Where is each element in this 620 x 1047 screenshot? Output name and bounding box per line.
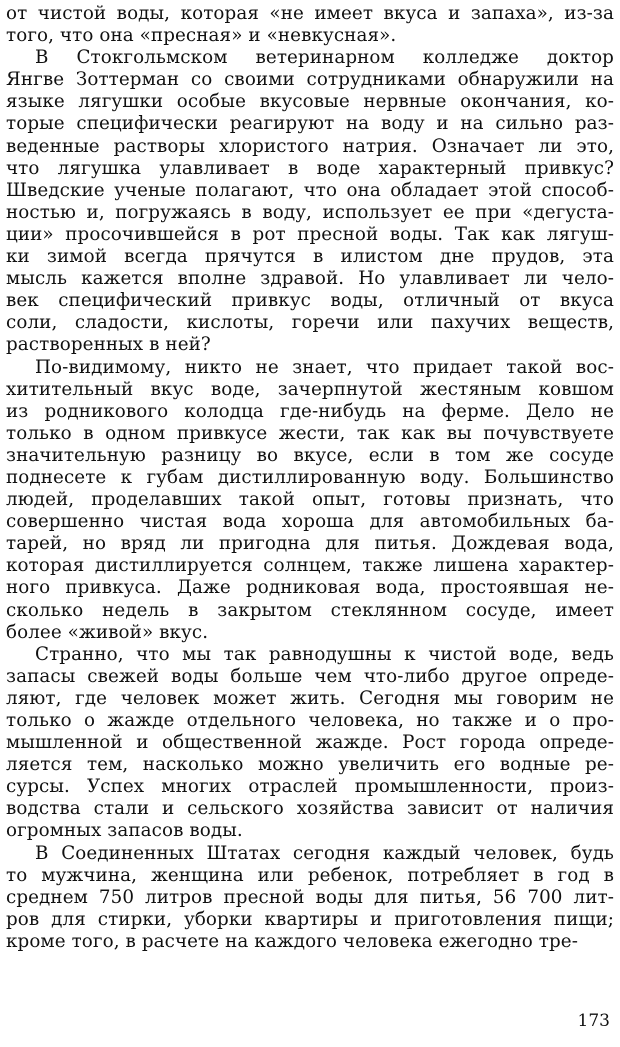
text-line: ностью и, погружаясь в воду, использует ее при «дегуста-: [6, 201, 614, 223]
text-line: совершенно чистая вода хороша для автомобильных ба-: [6, 511, 614, 533]
text-line: мысль кажется вполне здравой. Но улавливает ли чело-: [6, 268, 614, 290]
text-line: среднем 750 литров пресной воды для питья, 56 700 лит-: [6, 886, 614, 908]
text-line: того, что она «пресная» и «невкусная».: [6, 25, 397, 47]
text-line: век специфический привкус воды, отличный от вкуса: [6, 290, 614, 312]
text-line: В Стокгольмском ветеринарном колледже доктор: [35, 47, 614, 69]
paragraph: [6, 47, 614, 356]
paragraph: [6, 357, 614, 644]
text-line: Странно, что мы так равнодушны к чистой воде, ведь: [35, 643, 614, 665]
page-number: 173: [577, 1011, 610, 1031]
text-line: ляют, где человек может жить. Сегодня мы говорим не: [6, 687, 614, 709]
text-line: только в одном привкусе жести, так как вы почувствуете: [6, 422, 614, 444]
body-text: [6, 3, 614, 953]
paragraph: [6, 644, 614, 843]
text-line: ции» просочившейся в рот пресной воды. Так как лягуш-: [6, 223, 614, 245]
text-line: кроме того, в расчете на каждого человека ежегодно тре-: [6, 930, 578, 952]
text-line: запасы свежей воды больше чем что-либо другое опреде-: [6, 665, 614, 687]
text-line: то мужчина, женщина или ребенок, потребляет в год в: [6, 864, 614, 886]
text-line: ляется тем, насколько можно увеличить его водные ре-: [6, 754, 614, 776]
text-line: Янгве Зоттерман со своими сотрудниками обнаружили на: [6, 69, 614, 91]
text-line: более «живой» вкус.: [6, 621, 209, 643]
text-line: соли, сладости, кислоты, горечи или пахучих веществ,: [6, 312, 614, 334]
text-line: Шведские ученые полагают, что она обладает этой способ-: [6, 179, 614, 201]
text-line: сурсы. Успех многих отраслей промышленности, произ-: [6, 776, 614, 798]
text-line: значительную разницу во вкусе, если в том же сосуде: [6, 444, 614, 466]
text-line: веденные растворы хлористого натрия. Означает ли это,: [6, 135, 614, 157]
text-line: ки зимой всегда прячутся в илистом дне прудов, эта: [6, 246, 614, 268]
text-line: торые специфически реагируют на воду и на сильно раз-: [6, 113, 614, 135]
text-line: огромных запасов воды.: [6, 820, 243, 842]
text-line: водства стали и сельского хозяйства зависит от наличия: [6, 798, 614, 820]
text-line: людей, проделавших такой опыт, готовы признать, что: [6, 489, 614, 511]
paragraph: [6, 843, 614, 953]
text-line: от чистой воды, которая «не имеет вкуса и запаха», из-за: [6, 3, 614, 24]
text-line: из родникового колодца где-нибудь на ферме. Дело не: [6, 400, 614, 422]
paragraph: [6, 3, 614, 47]
text-line: языке лягушки особые вкусовые нервные окончания, ко-: [6, 91, 614, 113]
text-line: только о жажде отдельного человека, но также и о про-: [6, 710, 614, 731]
text-line: По-видимому, никто не знает, что придает такой вос-: [35, 356, 614, 378]
text-line: поднесете к губам дистиллированную воду. Большинство: [6, 466, 614, 488]
text-line: хитительный вкус воде, зачерпнутой жестяным ковшом: [6, 378, 614, 400]
text-line: тарей, но вряд ли пригодна для питья. Дождевая вода,: [6, 533, 614, 555]
text-line: растворенных в ней?: [6, 334, 211, 356]
text-line: ров для стирки, уборки квартиры и приготовления пищи;: [6, 908, 614, 930]
text-line: мышленной и общественной жажде. Рост города опреде-: [6, 732, 614, 754]
text-line: В Соединенных Штатах сегодня каждый человек, будь: [35, 842, 614, 864]
text-line: что лягушка улавливает в воде характерный привкус?: [6, 157, 614, 179]
text-line: которая дистиллируется солнцем, также лишена характер-: [6, 555, 614, 577]
text-line: ного привкуса. Даже родниковая вода, простоявшая не-: [6, 577, 614, 599]
text-line: сколько недель в закрытом стеклянном сосуде, имеет: [6, 599, 614, 621]
